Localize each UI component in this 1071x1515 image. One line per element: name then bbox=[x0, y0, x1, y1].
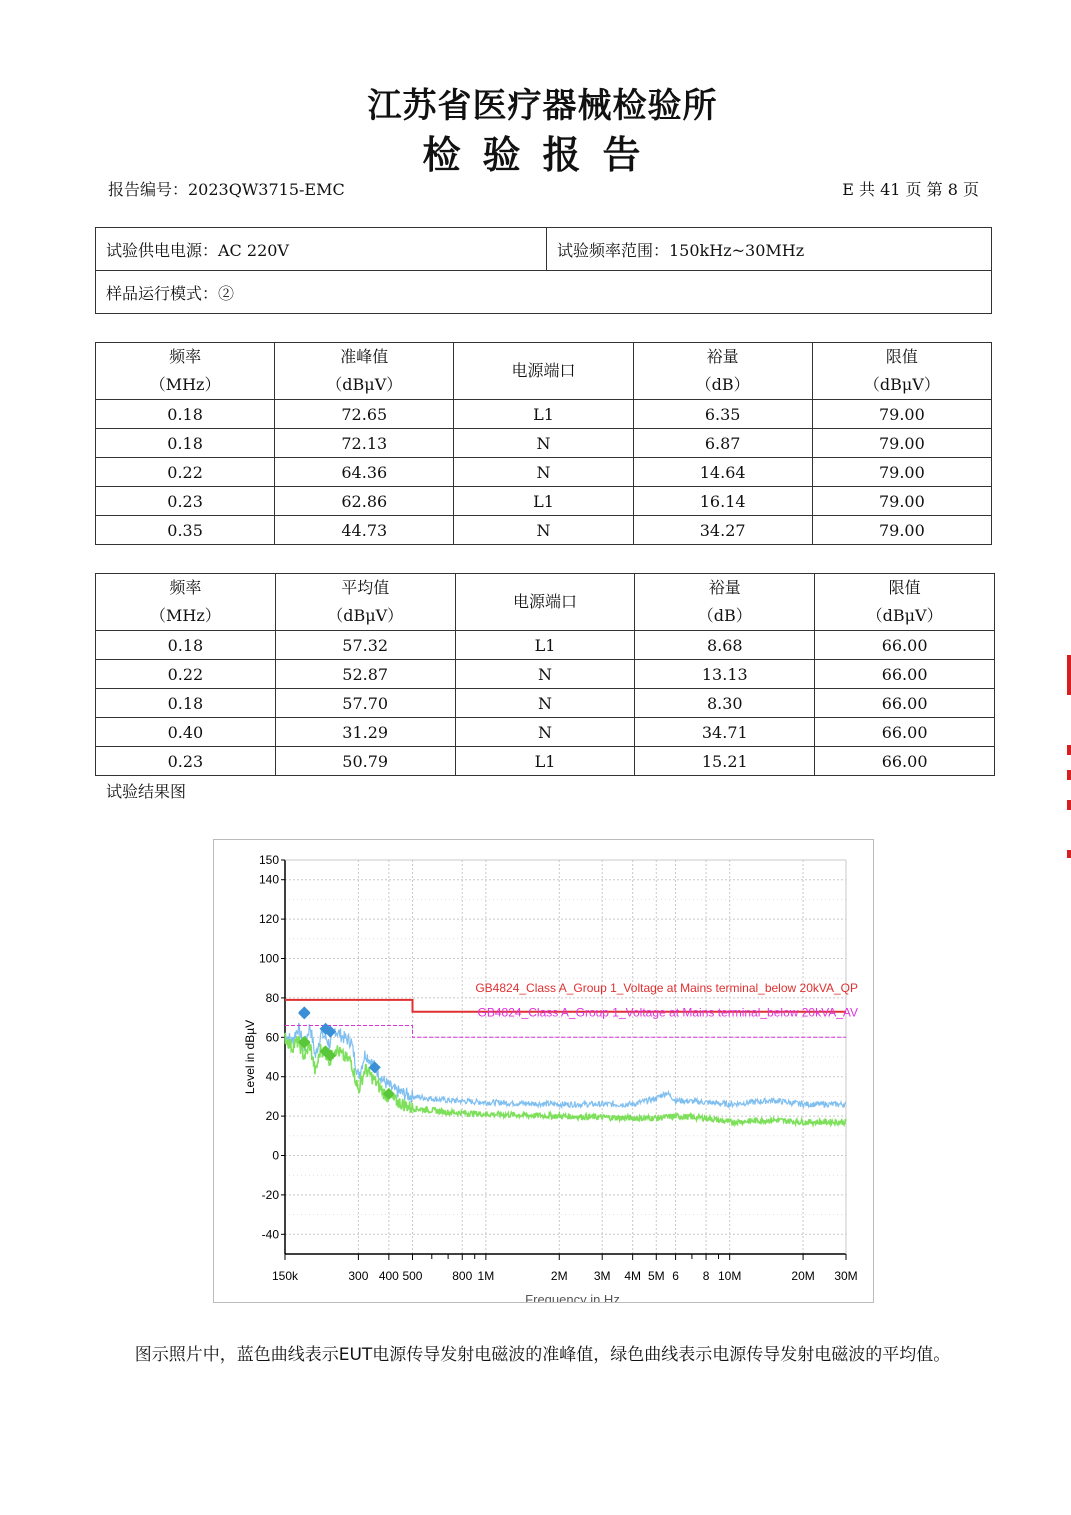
power-supply: 试验供电电源：AC 220V bbox=[96, 228, 547, 271]
y-tick-label: -20 bbox=[261, 1187, 279, 1202]
table-row: 0.18 72.13 N 6.87 79.00 bbox=[96, 429, 992, 458]
table-row: 0.22 64.36 N 14.64 79.00 bbox=[96, 458, 992, 487]
y-tick-label: 80 bbox=[265, 990, 279, 1005]
y-tick-label: 20 bbox=[265, 1109, 279, 1124]
y-tick-label: 120 bbox=[258, 912, 279, 927]
x-axis-label: Frequency in Hz bbox=[525, 1292, 620, 1302]
x-tick-label: 6 bbox=[672, 1269, 679, 1283]
x-tick-label: 5M bbox=[647, 1269, 665, 1283]
freq-range: 试验频率范围：150kHz~30MHz bbox=[547, 228, 992, 271]
x-tick-label: 3M bbox=[593, 1269, 611, 1283]
qp-trace-line bbox=[285, 1023, 846, 1107]
x-tick-label: 400 bbox=[378, 1269, 399, 1283]
x-tick-label: 30M bbox=[834, 1269, 858, 1283]
x-tick-label: 8 bbox=[702, 1269, 710, 1283]
y-tick-label: -40 bbox=[261, 1227, 279, 1242]
qp-marker bbox=[298, 1007, 310, 1019]
edge-mark bbox=[1067, 800, 1071, 810]
y-tick-label: 100 bbox=[258, 951, 279, 966]
header-cell: 裕量 （dB） bbox=[633, 343, 812, 400]
doc-title: 检验报告 bbox=[422, 132, 663, 177]
qp-limit-label: GB4824_Class A_Group 1_Voltage at Mains terminal_below 20kVA_QP bbox=[475, 980, 858, 995]
av-limit-line bbox=[285, 1026, 846, 1038]
run-mode: 样品运行模式：② bbox=[96, 271, 992, 314]
header-cell: 限值 （dBμV） bbox=[815, 574, 995, 631]
header-cell: 限值 （dBμV） bbox=[812, 343, 991, 400]
x-tick-label: 10M bbox=[718, 1269, 742, 1283]
table-row: 0.18 57.32 L1 8.68 66.00 bbox=[96, 631, 995, 660]
table-row: 0.40 31.29 N 34.71 66.00 bbox=[96, 718, 995, 747]
edge-mark bbox=[1067, 850, 1071, 858]
av-trace-line bbox=[285, 1033, 846, 1125]
x-tick-label: 800 bbox=[452, 1269, 473, 1283]
chart-svg bbox=[214, 840, 873, 1302]
table-row: 0.23 50.79 L1 15.21 66.00 bbox=[96, 747, 995, 776]
edge-mark bbox=[1067, 770, 1071, 780]
header-cell: 频率 （MHz） bbox=[96, 574, 276, 631]
av-limit-label: GB4824_Class A_Group 1_Voltage at Mains terminal_below 20kVA_AV bbox=[477, 1005, 858, 1020]
x-tick-label: 20M bbox=[791, 1269, 815, 1283]
test-info-table bbox=[95, 227, 992, 314]
header-cell: 电源端口 bbox=[455, 574, 635, 631]
header-cell: 裕量 （dB） bbox=[635, 574, 815, 631]
x-tick-label: 2M bbox=[550, 1269, 568, 1283]
page-info: E 共 41 页 第 8 页 bbox=[842, 180, 979, 199]
header-cell: 频率 （MHz） bbox=[96, 343, 275, 400]
table-row: 0.35 44.73 N 34.27 79.00 bbox=[96, 516, 992, 545]
report-number: 报告编号：2023QW3715-EMC bbox=[108, 180, 345, 199]
header-cell: 准峰值 （dBμV） bbox=[275, 343, 454, 400]
emission-chart bbox=[213, 839, 874, 1303]
av-table bbox=[95, 573, 995, 776]
edge-mark bbox=[1067, 655, 1071, 695]
y-tick-label: 40 bbox=[265, 1069, 279, 1084]
table-row: 0.18 72.65 L1 6.35 79.00 bbox=[96, 400, 992, 429]
x-tick-label: 500 bbox=[402, 1269, 423, 1283]
y-tick-label: 150 bbox=[258, 853, 279, 867]
chart-caption: 试验结果图 bbox=[106, 782, 187, 801]
y-tick-label: 0 bbox=[272, 1148, 279, 1163]
header-cell: 平均值 （dBμV） bbox=[275, 574, 455, 631]
org-title: 江苏省医疗器械检验所 bbox=[367, 86, 718, 126]
x-tick-label: 4M bbox=[624, 1269, 641, 1283]
chart-note: 图示照片中，蓝色曲线表示EUT电源传导发射电磁波的准峰值，绿色曲线表示电源传导发射电磁波的平均值。 bbox=[134, 1345, 951, 1365]
y-tick-label: 140 bbox=[258, 872, 279, 887]
edge-mark bbox=[1067, 745, 1071, 755]
table-row: 0.23 62.86 L1 16.14 79.00 bbox=[96, 487, 992, 516]
table-row: 0.18 57.70 N 8.30 66.00 bbox=[96, 689, 995, 718]
y-axis-label: Level in dBµV bbox=[243, 1019, 257, 1095]
table-row: 0.22 52.87 N 13.13 66.00 bbox=[96, 660, 995, 689]
y-tick-label: 60 bbox=[265, 1030, 279, 1045]
x-tick-label: 1M bbox=[477, 1269, 495, 1283]
x-tick-label: 150k bbox=[271, 1269, 299, 1283]
x-tick-label: 300 bbox=[348, 1269, 369, 1283]
qp-table bbox=[95, 342, 992, 545]
header-cell: 电源端口 bbox=[454, 343, 633, 400]
